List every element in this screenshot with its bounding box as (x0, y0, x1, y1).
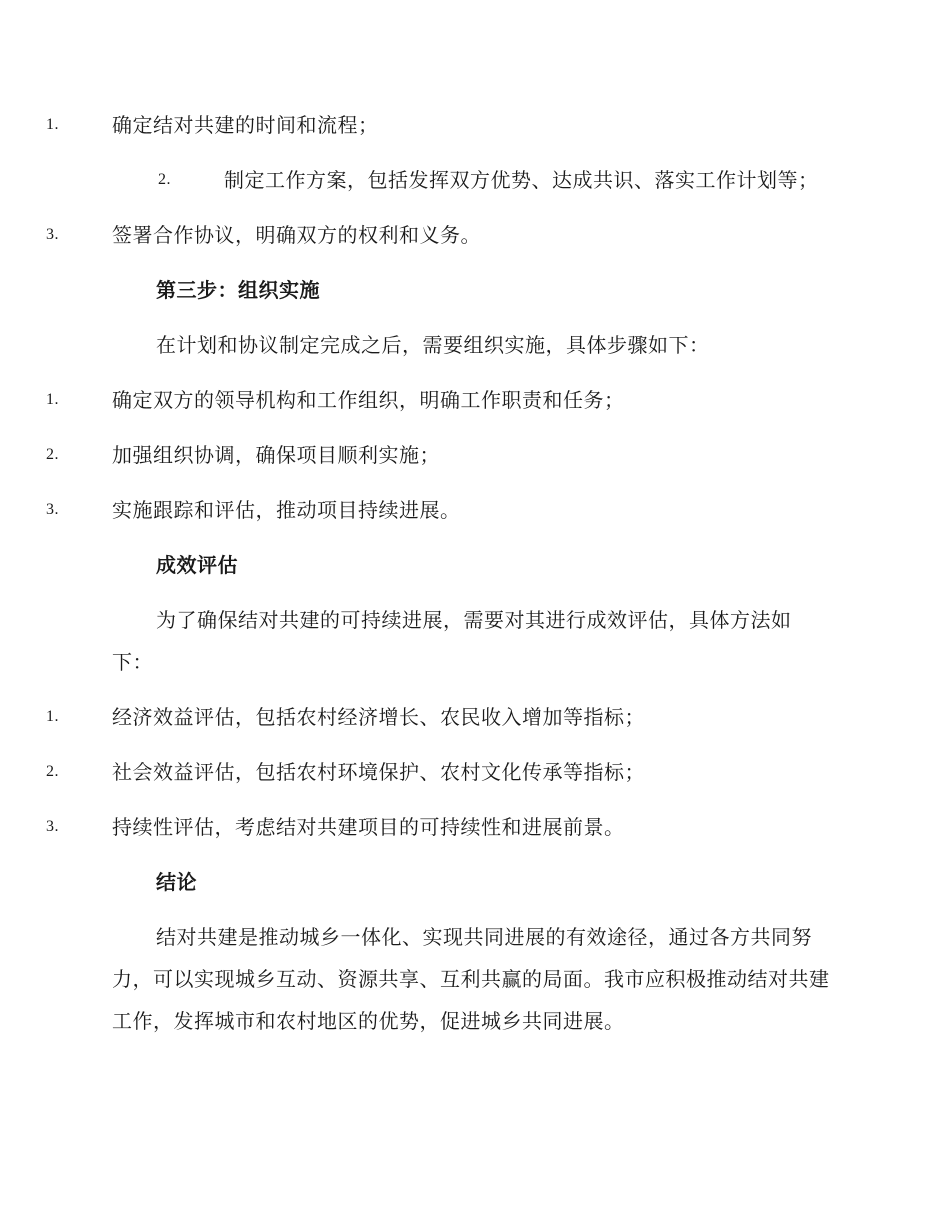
list-item (0, 214, 830, 256)
list-text: 经济效益评估，包括农村经济增长、农民收入增加等指标； (112, 705, 645, 729)
list-text: 签署合作协议，明确双方的权利和义务。 (112, 223, 481, 247)
conclusion-text: 结对共建是推动城乡一体化、实现共同进展的有效途径，通过各方共同努力，可以实现城乡互动、资源共享、互利共赢的局面。我市应积极推动结对共建工作，发挥城市和农村地区的优势，促进城乡共同进展。 (112, 925, 830, 1033)
list-text: 加强组织协调，确保项目顺利实施； (112, 443, 440, 467)
list-number: 1. (46, 391, 59, 408)
evaluation-intro: 为了确保结对共建的可持续进展，需要对其进行成效评估，具体方法如下： (112, 608, 792, 674)
list-text: 确定双方的领导机构和工作组织，明确工作职责和任务； (112, 388, 625, 412)
list-number: 1. (46, 708, 59, 725)
list-number: 3. (46, 818, 59, 835)
list-item (112, 159, 830, 201)
list-number: 2. (46, 446, 59, 463)
list-text: 确定结对共建的时间和流程； (112, 113, 379, 137)
list-number: 3. (46, 501, 59, 518)
step3-intro: 在计划和协议制定完成之后，需要组织实施，具体步骤如下： (156, 333, 710, 357)
list-number: 1. (46, 116, 59, 133)
list-item (0, 104, 830, 146)
list-item (0, 434, 830, 476)
list-number: 2. (46, 763, 59, 780)
list-item (0, 806, 830, 848)
list-text: 制定工作方案，包括发挥双方优势、达成共识、落实工作计划等； (224, 168, 819, 192)
list-text: 实施跟踪和评估，推动项目持续进展。 (112, 498, 461, 522)
list-text: 社会效益评估，包括农村环境保护、农村文化传承等指标； (112, 760, 645, 784)
section-heading-step3: 第三步：组织实施 (156, 278, 320, 302)
list-number: 2. (158, 171, 171, 188)
section-heading-evaluation: 成效评估 (156, 553, 238, 577)
list-item (0, 489, 830, 531)
section-heading-conclusion: 结论 (156, 870, 197, 894)
list-item (0, 751, 830, 793)
document-page (46, 104, 830, 1055)
list-text: 持续性评估，考虑结对共建项目的可持续性和进展前景。 (112, 815, 625, 839)
list-item (0, 696, 830, 738)
list-number: 3. (46, 226, 59, 243)
list-item (0, 379, 830, 421)
